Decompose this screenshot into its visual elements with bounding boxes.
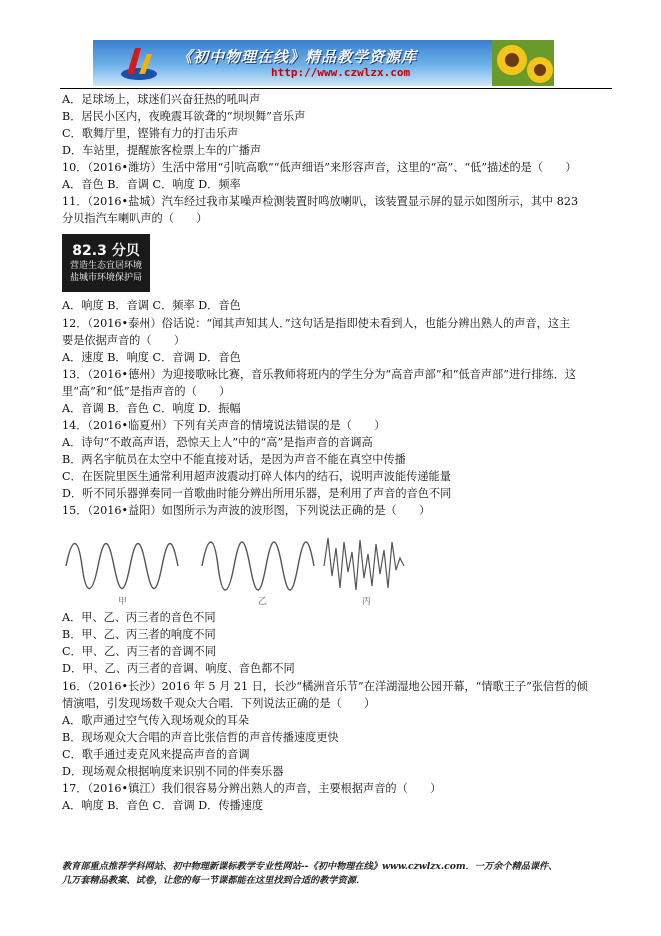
question-line: A．足球场上，球迷们兴奋狂热的吼叫声 [62, 93, 261, 106]
question-line: B．甲、乙、丙三者的响度不同 [62, 628, 216, 641]
question-line: C．甲、乙、丙三者的音调不同 [62, 645, 216, 658]
question-line: 分贝指汽车喇叭声的（ ） [62, 212, 208, 225]
question-line: 17．（2016•镇江）我们很容易分辨出熟人的声音，主要根据声音的（ ） [62, 782, 442, 795]
question-line: A．速度 B．响度 C．音调 D．音色 [62, 351, 241, 364]
noise-agency: 盐城市环境保护局 [69, 273, 142, 283]
question-line: A．响度 B．音调 C．频率 D．音色 [62, 299, 241, 312]
question-line: D．甲、乙、丙三者的音调、响度、音色都不同 [62, 662, 295, 675]
question-line: A．诗句“不敢高声语，恐惊天上人”中的“高”是指声音的音调高 [62, 436, 373, 449]
question-line: A．音色 B．音调 C．响度 D．频率 [62, 178, 241, 191]
question-line: 要是依据声音的（ ） [62, 334, 186, 347]
question-line: A．甲、乙、丙三者的音色不同 [62, 611, 216, 624]
question-line: 10．（2016•潍坊）生活中常用“引吭高歌”“低声细语”来形容声音，这里的“高”、“低”描述的是（ ） [62, 161, 577, 174]
question-line: D．现场观众根据响度来识别不同的伴奏乐器 [62, 765, 284, 778]
header-rule [60, 88, 612, 89]
question-line: A．歌声通过空气传入现场观众的耳朵 [62, 714, 250, 727]
question-line: 16．（2016•长沙）2016 年 5 月 21 日，长沙“橘洲音乐节”在洋湖湿地公园开幕，“情歌王子”张信哲的倾 [62, 680, 588, 693]
question-line: C．在医院里医生通常利用超声波震动打碎人体内的结石，说明声波能传递能量 [62, 470, 451, 483]
question-line: A．响度 B．音色 C．音调 D．传播速度 [62, 799, 264, 812]
question-line: D．听不同乐器弹奏同一首歌曲时能分辨出所用乐器，是利用了声音的音色不同 [62, 487, 452, 500]
footer-line-2: 几万套精品教案、试卷，让您的每一节课都能在这里找到合适的教学资源． [62, 875, 366, 886]
wave-jia [66, 544, 178, 589]
wave-yi [202, 542, 314, 590]
banner-title: 《初中物理在线》精品教学资源库 [177, 48, 418, 66]
header-banner [93, 40, 554, 86]
noise-value: 82.3 分贝 [72, 243, 140, 259]
page-footer [62, 860, 622, 888]
noise-monitor-display [62, 234, 150, 292]
wave-label-bing: 丙 [362, 597, 372, 606]
question-line: 11．（2016•盐城）汽车经过我市某噪声检测装置时鸣放喇叭，该装置显示屏的显示如图所示，其中 823 [62, 195, 579, 208]
sunflower-icon [492, 40, 554, 86]
question-line: 13．（2016•德州）为迎接歌咏比赛，音乐教师将班内的学生分为“高音声部”和“低音声部”进行排练．这 [62, 368, 577, 381]
question-line: C．歌手通过麦克风来提高声音的音调 [62, 748, 250, 761]
question-line: 15．（2016•益阳）如图所示为声波的波形图，下列说法正确的是（ ） [62, 504, 431, 517]
question-line: D．车站里，提醒旅客检票上车的广播声 [62, 144, 262, 157]
question-line: C．歌舞厅里，铿锵有力的打击乐声 [62, 127, 239, 140]
wave-label-yi: 乙 [258, 597, 268, 606]
question-line: 情演唱，引发现场数千观众大合唱．下列说法正确的是（ ） [62, 697, 376, 710]
wave-bing [324, 538, 404, 590]
noise-slogan: 营造生态宜居环境 [69, 261, 142, 271]
question-line: A．音调 B．音色 C．响度 D．振幅 [62, 402, 241, 415]
footer-line-1: 教育部重点推荐学科网站、初中物理新课标教学专业性网站--《初中物理在线》www.czwlzx.com．一万余个精品课件、 [62, 861, 558, 872]
question-line: 14．（2016•临夏州）下列有关声音的情境说法错误的是（ ） [62, 419, 386, 432]
question-line: 里“高”和“低”是指声音的（ ） [62, 385, 231, 398]
wave-label-jia: 甲 [118, 597, 128, 606]
banner-url[interactable]: http://www.czwlzx.com [271, 66, 411, 79]
question-line: B．居民小区内，夜晚震耳欲聋的“坝坝舞”音乐声 [62, 110, 306, 123]
question-line: B．两名宇航员在太空中不能直接对话，是因为声音不能在真空中传播 [62, 453, 406, 466]
question-line: B．现场观众大合唱的声音比张信哲的声音传播速度更快 [62, 731, 339, 744]
question-line: 12．（2016•泰州）俗话说：“闻其声知其人．”这句话是指即使未看到人，也能分辨出熟人的声音，这主 [62, 317, 571, 330]
sound-wave-figure [62, 528, 442, 606]
site-logo-icon [119, 44, 159, 82]
